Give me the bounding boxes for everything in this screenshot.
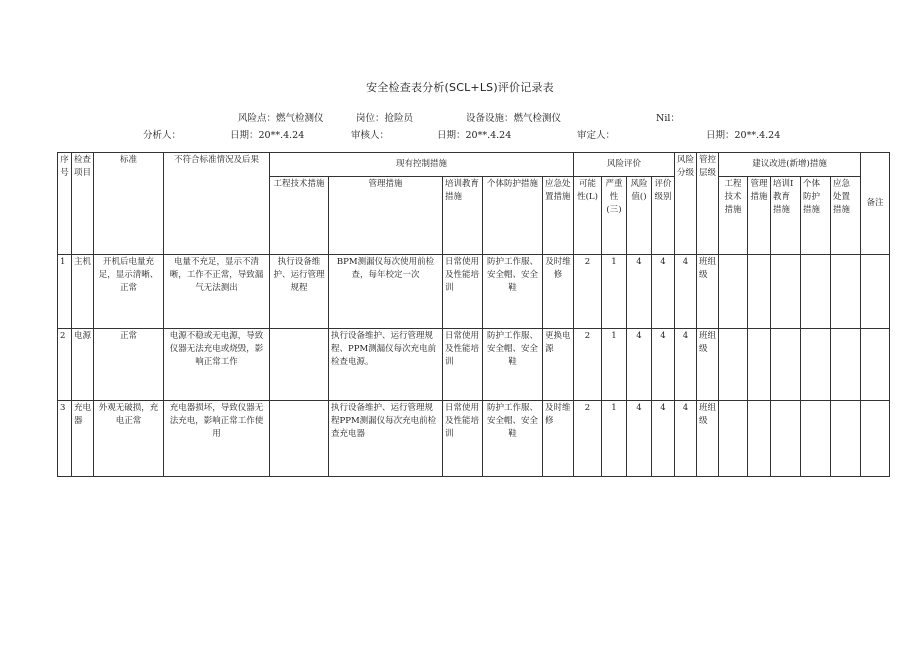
cell-empty — [771, 255, 801, 329]
header-improve: 建议改进(新增)措施 — [719, 153, 861, 177]
cell-train: 日常使用及性能培训 — [443, 329, 483, 401]
cell-empty — [861, 255, 890, 329]
cell-nonconform: 电源不稳或无电源，导致仪器无法充电或烧毁，影响正常工作 — [164, 329, 270, 401]
table-row — [58, 255, 890, 329]
cell-emer: 及时维修 — [543, 401, 574, 477]
cell-grade: 4 — [652, 255, 675, 329]
cell-mgmt: BPM测漏仪每次使用前检查，每年校定一次 — [329, 255, 443, 329]
cell-R: 4 — [627, 329, 652, 401]
header-imp-emer: 应急处置措施 — [831, 177, 861, 255]
header-risk-eval: 风险评价 — [574, 153, 675, 177]
cell-empty — [719, 255, 748, 329]
cell-ppe: 防护工作服、安全帽、安全鞋 — [483, 401, 543, 477]
header-nonconform: 不符合标准情况及后果 — [164, 153, 270, 255]
cell-mgmt: 执行设备维护、运行管理规程、PPM测漏仪每次充电前检查电源。 — [329, 329, 443, 401]
cell-control-level: 班组级 — [697, 329, 719, 401]
cell-L: 2 — [574, 401, 602, 477]
cell-train: 日常使用及性能培训 — [443, 255, 483, 329]
cell-emer: 更换电源 — [543, 329, 574, 401]
cell-train: 日常使用及性能培训 — [443, 401, 483, 477]
reviewer-label: 审核人： — [351, 130, 390, 141]
date-1: 日期：20**.4.24 — [230, 130, 305, 141]
cell-standard: 正常 — [94, 329, 164, 401]
cell-standard: 开机后电量充足，显示清晰、正常 — [94, 255, 164, 329]
cell-risk-level: 4 — [675, 329, 697, 401]
cell-eng — [270, 401, 329, 477]
cell-empty — [719, 329, 748, 401]
cell-mgmt: 执行设备维护、运行管理规程PPM测漏仪每次充电前检查充电器 — [329, 401, 443, 477]
cell-risk-level: 4 — [675, 255, 697, 329]
cell-empty — [861, 401, 890, 477]
date-3: 日期：20**.4.24 — [706, 130, 781, 141]
table-row — [58, 401, 890, 477]
header-grade: 评价级别 — [652, 177, 675, 255]
cell-standard: 外观无破损，充电正常 — [94, 401, 164, 477]
header-imp-eng: 工程技术措施 — [719, 177, 748, 255]
header-imp-mgmt: 管理措施 — [748, 177, 771, 255]
cell-empty — [748, 329, 771, 401]
cell-L: 2 — [574, 329, 602, 401]
cell-empty — [748, 401, 771, 477]
cell-empty — [801, 401, 831, 477]
cell-S: 1 — [602, 329, 627, 401]
cell-empty — [801, 329, 831, 401]
analyst-label: 分析人： — [143, 130, 182, 141]
header-imp-train: 培训I教育措施 — [771, 177, 801, 255]
cell-seq: 1 — [58, 255, 72, 329]
cell-control-level: 班组级 — [697, 255, 719, 329]
header-remark: 备注 — [861, 153, 890, 255]
header-eng: 工程技术措施 — [270, 177, 329, 255]
header-risk-level: 风险分级 — [675, 153, 697, 255]
cell-empty — [831, 255, 861, 329]
date-2: 日期：20**.4.24 — [437, 130, 512, 141]
header-emer: 应急处置措施 — [543, 177, 574, 255]
header-S: 严重性(三) — [602, 177, 627, 255]
evaluation-table — [57, 152, 890, 477]
header-imp-ppe: 个体防护措施 — [801, 177, 831, 255]
cell-seq: 2 — [58, 329, 72, 401]
cell-control-level: 班组级 — [697, 401, 719, 477]
risk-point: 风险点：燃气检测仪 — [238, 113, 324, 124]
page-title: 安全检查表分析(SCL+LS)评价记录表 — [366, 81, 554, 94]
cell-empty — [861, 329, 890, 401]
header-train: 培训教育措施 — [443, 177, 483, 255]
cell-empty — [719, 401, 748, 477]
cell-empty — [831, 401, 861, 477]
cell-item: 充电器 — [72, 401, 94, 477]
post: 岗位：抢险员 — [356, 113, 414, 124]
cell-emer: 及时维修 — [543, 255, 574, 329]
table-row — [58, 329, 890, 401]
header-control-level: 管控层级 — [697, 153, 719, 255]
header-ppe: 个体防护措施 — [483, 177, 543, 255]
cell-R: 4 — [627, 401, 652, 477]
cell-empty — [771, 401, 801, 477]
header-item: 检查项目 — [72, 153, 94, 255]
cell-R: 4 — [627, 255, 652, 329]
cell-empty — [748, 255, 771, 329]
approver-label: 审定人： — [577, 130, 616, 141]
cell-eng — [270, 329, 329, 401]
cell-ppe: 防护工作服、安全帽、安全鞋 — [483, 329, 543, 401]
cell-empty — [771, 329, 801, 401]
cell-empty — [801, 255, 831, 329]
cell-seq: 3 — [58, 401, 72, 477]
cell-grade: 4 — [652, 401, 675, 477]
header-seq: 序号 — [58, 153, 72, 255]
cell-grade: 4 — [652, 329, 675, 401]
cell-item: 电源 — [72, 329, 94, 401]
nil-label: Nil： — [656, 113, 680, 124]
header-R: 风险值() — [627, 177, 652, 255]
cell-item: 主机 — [72, 255, 94, 329]
cell-eng: 执行设备维护、运行管理规程 — [270, 255, 329, 329]
cell-S: 1 — [602, 255, 627, 329]
cell-nonconform: 电量不充足，显示不清晰，工作不正常，导致漏气无法测出 — [164, 255, 270, 329]
equipment: 设备设施：燃气检测仪 — [466, 113, 562, 124]
header-standard: 标准 — [94, 153, 164, 255]
header-L: 可能性(L) — [574, 177, 602, 255]
cell-L: 2 — [574, 255, 602, 329]
cell-nonconform: 充电器损坏，导致仪器无法充电，影响正常工作使用 — [164, 401, 270, 477]
header-mgmt: 管理措施 — [329, 177, 443, 255]
cell-risk-level: 4 — [675, 401, 697, 477]
cell-S: 1 — [602, 401, 627, 477]
header-controls: 现有控制措施 — [270, 153, 574, 177]
cell-empty — [831, 329, 861, 401]
cell-ppe: 防护工作服、安全帽、安全鞋 — [483, 255, 543, 329]
